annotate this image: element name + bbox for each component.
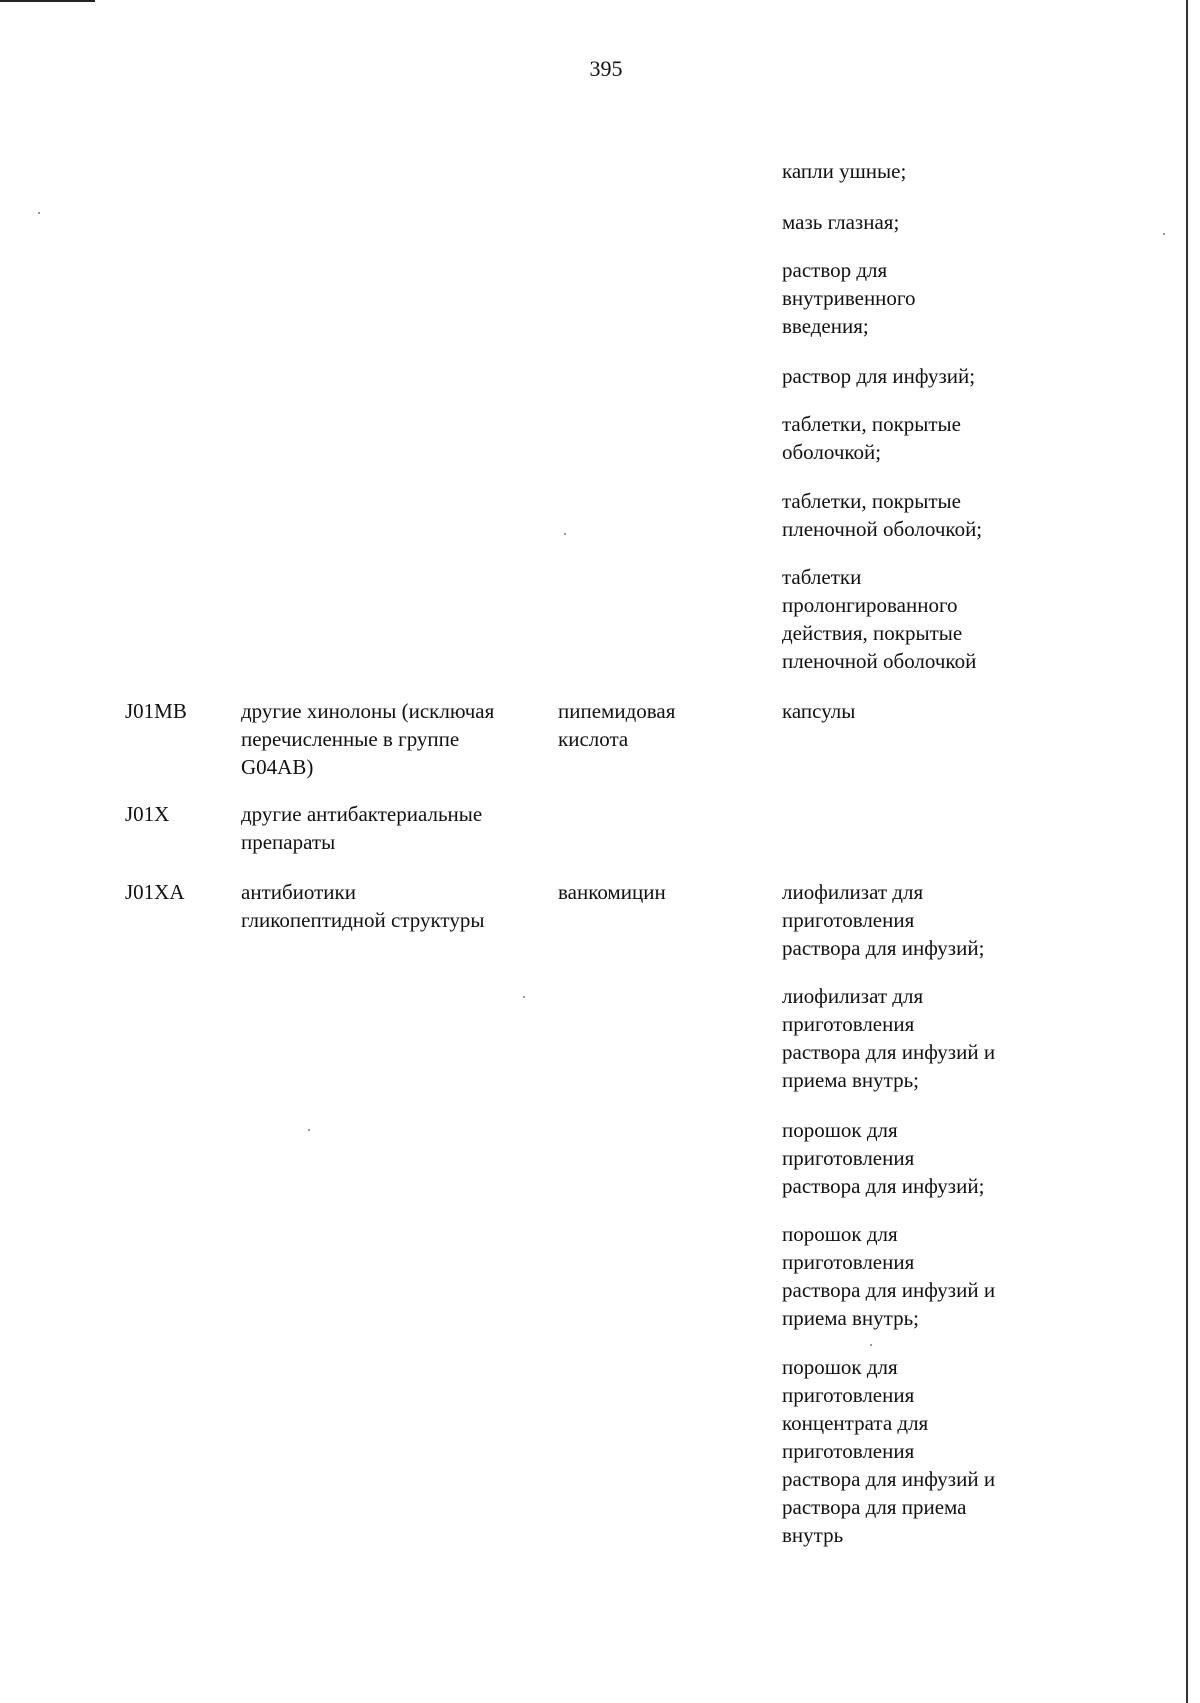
scan-edge-right <box>1186 0 1188 1703</box>
atc-code: J01X <box>125 802 170 826</box>
atc-code: J01XA <box>125 880 185 904</box>
dosage-form-item: лиофилизат для приготовления раствора для инфузий и приема внутрь; <box>782 984 996 1092</box>
atc-group-name: антибиотики гликопептидной структуры <box>241 880 485 932</box>
dosage-form-item: капсулы <box>782 699 856 723</box>
atc-group-name: другие антибактериальные препараты <box>241 802 483 854</box>
dosage-form-item: таблетки, покрытые оболочкой; <box>782 412 961 464</box>
scan-speck <box>38 212 40 214</box>
dosage-form-item: порошок для приготовления раствора для инфузий и приема внутрь; <box>782 1222 996 1330</box>
substance-name: ванкомицин <box>558 880 666 904</box>
scan-speck <box>870 1344 872 1346</box>
scan-speck <box>1163 233 1165 235</box>
dosage-form-item: мазь глазная; <box>782 210 900 234</box>
dosage-form-item: капли ушные; <box>782 159 907 183</box>
substance-name: пипемидовая кислота <box>558 699 676 751</box>
dosage-form-item: таблетки пролонгированного действия, покрытые пленочной оболочкой <box>782 565 977 673</box>
dosage-form-item: порошок для приготовления раствора для инфузий; <box>782 1118 985 1198</box>
dosage-form-item: раствор для внутривенного введения; <box>782 258 916 338</box>
scan-speck <box>523 996 525 998</box>
scan-speck <box>308 1129 310 1131</box>
scan-edge-top <box>0 0 95 2</box>
dosage-form-item: порошок для приготовления концентрата для приготовления раствора для инфузий и раствора для приема внутрь <box>782 1355 996 1547</box>
atc-code: J01MB <box>125 699 187 723</box>
dosage-form-item: таблетки, покрытые пленочной оболочкой; <box>782 489 983 541</box>
atc-group-name: другие хинолоны (исключая перечисленные в группе G04AB) <box>241 699 495 779</box>
scan-speck <box>564 533 566 535</box>
page-number: 395 <box>589 56 623 81</box>
dosage-form-item: раствор для инфузий; <box>782 364 976 388</box>
dosage-form-item: лиофилизат для приготовления раствора для инфузий; <box>782 880 985 960</box>
